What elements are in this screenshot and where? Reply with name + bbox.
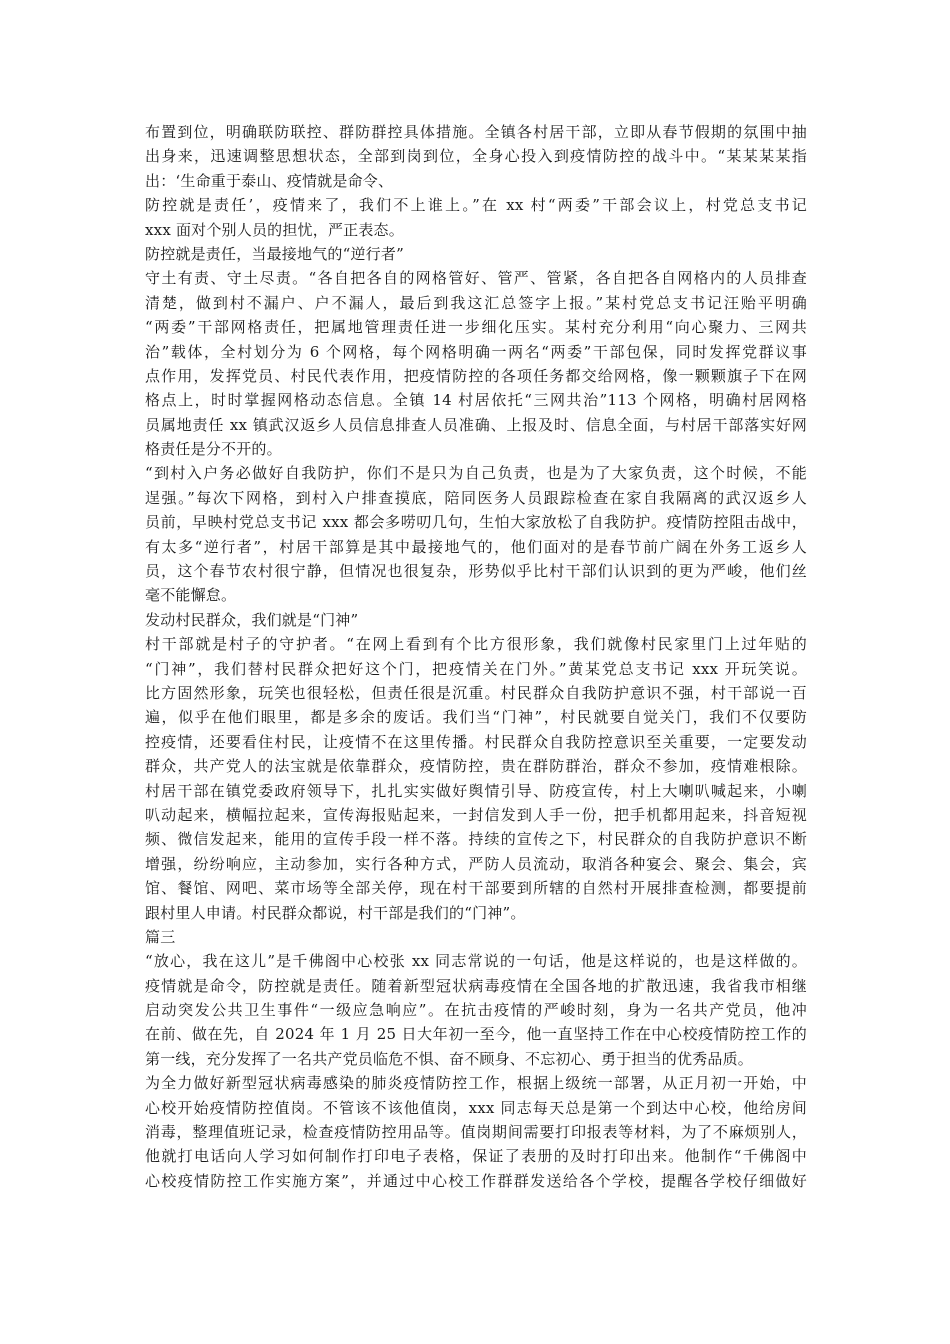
text-line: 清楚，做到村不漏户、户不漏人，最后到我这汇总签字上报。”某村党总支书记汪贻平明确 [145, 293, 807, 312]
section-heading: 发动村民群众，我们就是“门神” [145, 610, 359, 629]
text-line: 村干部就是村子的守护者。“在网上看到有个比方很形象，我们就像村民家里门上过年贴的 [145, 635, 807, 654]
text-line: 心校开始疫情防控值岗。不管该不该他值岗，xxx 同志每天总是第一个到达中心校，他给房间 [145, 1098, 807, 1117]
text-line: 控疫情，还要看住村民，让疫情不在这里传播。村民群众自我防控意识至关重要，一定要发动 [145, 732, 807, 751]
section-heading: 篇三 [145, 927, 176, 946]
text-line: 格点上，时时掌握网格动态信息。全镇 14 村居依托“三网共治”113 个网格，明确村居网格 [145, 391, 807, 410]
text-line: 增强，纷纷响应，主动参加，实行各种方式，严防人员流动，取消各种宴会、聚会、集会，宾 [145, 854, 807, 873]
text-line: 他就打电话向人学习如何制作打印电子表格，保证了表册的及时打印出来。他制作“千佛阁中 [145, 1147, 807, 1166]
text-line: 比方固然形象，玩笑也很轻松，但责任很是沉重。村民群众自我防护意识不强，村干部说一百 [145, 683, 807, 702]
text-line: 第一线，充分发挥了一名共产党员临危不惧、奋不顾身、不忘初心、勇于担当的优秀品质。 [145, 1049, 754, 1068]
text-line: 有太多“逆行者”，村居干部算是其中最接地气的，他们面对的是春节前广阔在外务工返乡人 [145, 537, 807, 556]
text-line: 员属地责任 xx 镇武汉返乡人员信息排查人员准确、上报及时、信息全面，与村居干部落实好网 [145, 415, 807, 434]
text-line: 馆、餐馆、网吧、菜市场等全部关停，现在村干部要到所辖的自然村开展排查检测，都要提前 [145, 879, 807, 898]
document-body [145, 120, 807, 1193]
text-line: xxx 面对个别人员的担忧，严正表态。 [145, 220, 404, 239]
text-line: 消毒，整理值班记录，检查疫情防控用品等。值岗期间需要打印报表等材料，为了不麻烦别人， [145, 1123, 807, 1142]
text-line: 出身来，迅速调整思想状态，全部到岗到位，全身心投入到疫情防控的战斗中。“某某某某指 [145, 147, 807, 166]
text-line: 毫不能懈怠。 [145, 586, 237, 605]
text-line: 叭动起来，横幅拉起来，宣传海报贴起来，一封信发到人手一份，把手机都用起来，抖音短视 [145, 805, 807, 824]
text-line: 守土有责、守土尽责。“各自把各自的网格管好、管严、管紧，各自把各自网格内的人员排查 [145, 269, 807, 288]
text-line: 员，这个春节农村很宁静，但情况也很复杂，形势似乎比村干部们认识到的更为严峻，他们丝 [145, 562, 807, 581]
text-line: 治”载体，全村划分为 6 个网格，每个网格明确一两名“两委”干部包保，同时发挥党群议事 [145, 342, 807, 361]
text-line: “放心，我在这儿”是千佛阁中心校张 xx 同志常说的一句话，他是这样说的，也是这样做的。 [145, 952, 807, 971]
text-line: “两委”干部网格责任，把属地管理责任进一步细化压实。某村充分利用“向心聚力、三网共 [145, 318, 807, 337]
text-line: 为全力做好新型冠状病毒感染的肺炎疫情防控工作，根据上级统一部署，从正月初一开始，中 [145, 1074, 807, 1093]
text-line: “到村入户务必做好自我防护，你们不是只为自己负责，也是为了大家负责，这个时候，不能 [145, 464, 807, 483]
text-line: 疫情就是命令，防控就是责任。随着新型冠状病毒疫情在全国各地的扩散迅速，我省我市相继 [145, 976, 807, 995]
text-line: 群众，共产党人的法宝就是依靠群众，疫情防控，贵在群防群治，群众不参加，疫情难根除。 [145, 757, 807, 776]
text-line: 防控就是责任’，疫情来了，我们不上谁上。”在 xx 村“两委”干部会议上，村党总支书记 [145, 196, 807, 215]
text-line: 在前、做在先，自 2024 年 1 月 25 日大年初一至今，他一直坚持工作在中心校疫情防控工作的 [145, 1025, 807, 1044]
text-line: 点作用，发挥党员、村民代表作用，把疫情防控的各项任务都交给网格，像一颗颗旗子下在网 [145, 366, 807, 385]
text-line: 员前，早映村党总支书记 xxx 都会多唠叨几句，生怕大家放松了自我防护。疫情防控阻击战中， [145, 513, 807, 532]
text-line: 布置到位，明确联防联控、群防群控具体措施。全镇各村居干部，立即从春节假期的氛围中抽 [145, 123, 807, 141]
text-line: 频、微信发起来，能用的宣传手段一样不落。持续的宣传之下，村民群众的自我防护意识不断 [145, 830, 807, 849]
text-line: 村居干部在镇党委政府领导下，扎扎实实做好舆情引导、防疫宣传，村上大喇叭喊起来，小喇 [145, 781, 807, 800]
text-line: 逞强。”每次下网格，到村入户排查摸底，陪同医务人员跟踪检查在家自我隔离的武汉返乡人 [145, 488, 807, 507]
text-line: “门神”，我们替村民群众把好这个门，把疫情关在门外。”黄某党总支书记 xxx 开玩笑说。 [145, 659, 807, 678]
text-line: 出：‘生命重于泰山、疫情就是命令、 [145, 171, 394, 190]
section-heading: 防控就是责任，当最接地气的“逆行者” [145, 244, 404, 263]
text-line: 心校疫情防控工作实施方案”，并通过中心校工作群群发送给各个学校，提醒各学校仔细做好 [145, 1171, 807, 1190]
text-line: 启动突发公共卫生事件“一级应急响应”。在抗击疫情的严峻时刻，身为一名共产党员，他冲 [145, 1001, 807, 1020]
text-line: 跟村里人申请。村民群众都说，村干部是我们的“门神”。 [145, 903, 526, 922]
text-line: 遍，似乎在他们眼里，都是多余的废话。我们当“门神”，村民就要自觉关门，我们不仅要防 [145, 708, 807, 727]
text-line: 格责任是分不开的。 [145, 440, 282, 459]
